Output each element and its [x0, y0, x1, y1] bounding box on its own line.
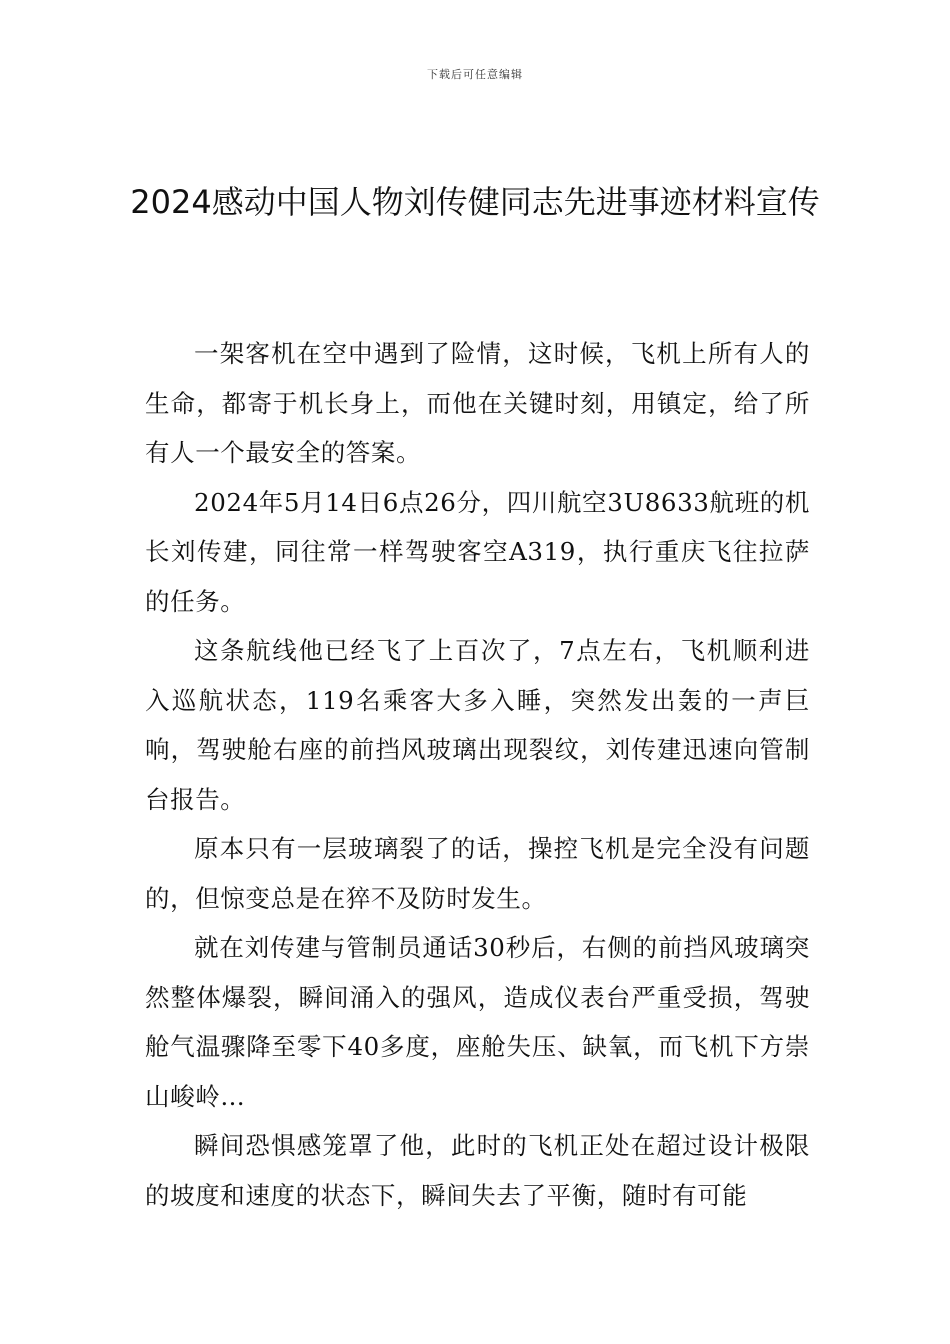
document-body [145, 329, 810, 1220]
body-paragraph: 原本只有一层玻璃裂了的话，操控飞机是完全没有问题的，但惊变总是在猝不及防时发生。 [145, 834, 810, 913]
document-title: 2024感动中国人物刘传健同志先进事迹材料宣传 [130, 183, 820, 221]
body-paragraph: 2024年5月14日6点26分，四川航空3U8633航班的机长刘传建，同往常一样驾驶客空A319，执行重庆飞往拉萨的任务。 [145, 487, 810, 616]
body-paragraph: 一架客机在空中遇到了险情，这时候，飞机上所有人的生命，都寄于机长身上，而他在关键时刻，用镇定，给了所有人一个最安全的答案。 [145, 339, 810, 467]
header-note: 下载后可任意编辑 [427, 68, 523, 81]
body-paragraph: 就在刘传建与管制员通话30秒后，右侧的前挡风玻璃突然整体爆裂，瞬间涌入的强风，造成仪表台严重受损，驾驶舱气温骤降至零下40多度，座舱失压、缺氧，而飞机下方崇山峻岭… [145, 933, 810, 1111]
body-paragraph: 瞬间恐惧感笼罩了他，此时的飞机正处在超过设计极限的坡度和速度的状态下，瞬间失去了平衡，随时有可能 [145, 1131, 810, 1210]
body-paragraph: 这条航线他已经飞了上百次了，7点左右，飞机顺利进入巡航状态，119名乘客大多入睡，突然发出轰的一声巨响，驾驶舱右座的前挡风玻璃出现裂纹，刘传建迅速向管制台报告。 [145, 636, 810, 814]
